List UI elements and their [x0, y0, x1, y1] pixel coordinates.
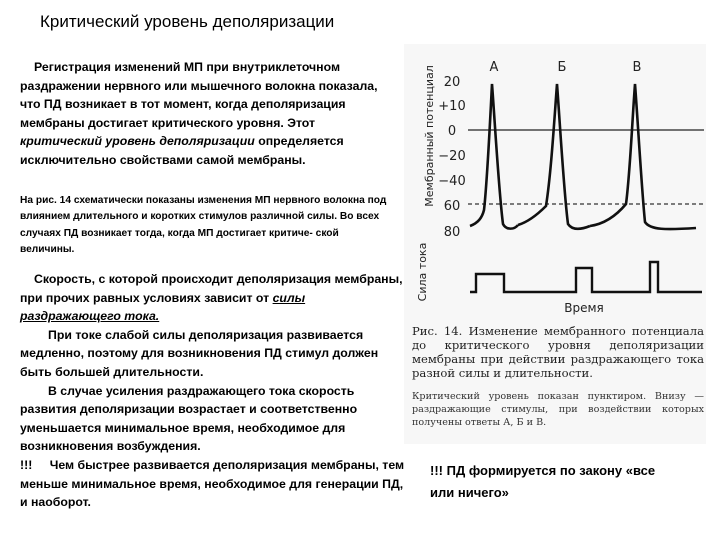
- panel-label-b: Б: [557, 60, 567, 75]
- p1-text-b: определяется исключительно свойствами самой мембраны.: [20, 134, 344, 167]
- paragraph-depolarization-speed: [20, 270, 405, 512]
- page-title: Критический уровень деполяризации: [40, 12, 335, 31]
- p3-text-d: Чем быстрее развивается деполяризация мембраны, тем меньше минимальное время, необходимое для генерации ПД, и наоборот.: [20, 457, 405, 510]
- p3-underlined-term: силы раздражающего тока.: [20, 290, 306, 324]
- membrane-potential-plot: [404, 44, 706, 324]
- figure-caption-note: Критический уровень показан пунктиром. Внизу — раздражающие стимулы, при воздействии которых получены ответы А, Б и В.: [412, 391, 704, 429]
- y-tick-80: 80: [443, 225, 461, 240]
- p3-text-c: В случае усиления раздражающего тока скорость развития деполяризации возрастает и соответственно уменьшается минимальное время, необходимое для возникновения возбуждения.: [20, 383, 358, 454]
- action-potential-c: [590, 84, 696, 229]
- stimulus-axis-label: Сила тока: [416, 242, 429, 302]
- all-or-nothing-note: !!! ПД формируется по закону «все или ничего»: [430, 463, 656, 500]
- y-tick-minus20: −20: [438, 149, 466, 164]
- y-tick-0: 0: [447, 124, 457, 139]
- figure-caption: Рис. 14. Изменение мембранного потенциала до критического уровня деполяризации мембраны при действии раздражающего тока разной силы и длительности.: [412, 324, 704, 380]
- stimulus-trace: [470, 262, 702, 292]
- p1-text-a: Регистрация изменений МП при внутриклеточном раздражении нервного или мышечного волокна показала, что ПД возникает в тот момент, когда деполяризация мембраны достигает критического уровня. Этот: [20, 60, 378, 130]
- paragraph-critical-level: [20, 58, 398, 170]
- x-axis-label: Время: [564, 301, 604, 315]
- p1-italic-term: критический уровень деполяризации: [20, 134, 255, 149]
- y-tick-60: 60: [443, 199, 461, 214]
- p3-text-b: При токе слабой силы деполяризация развивается медленно, поэтому для возникновения ПД стимул должен быть большей длительности.: [20, 327, 379, 379]
- p3-text-a: Скорость, с которой происходит деполяризация мембраны, при прочих равных условиях зависит от: [20, 272, 403, 305]
- action-potential-a: [470, 84, 518, 229]
- y-tick-20: 20: [443, 75, 461, 90]
- p3-prefix: !!!: [20, 457, 33, 472]
- paragraph-figure-reference: На рис. 14 схематически показаны изменения МП нервного волокна под влиянием длительного и коротких стимулов различной силы. Во всех случаях ПД возникает тогда, когда МП достигает критиче- ской величины.: [20, 195, 387, 256]
- action-potential-b: [518, 84, 590, 229]
- y-axis-label: Мембранный потенциал: [423, 65, 436, 207]
- panel-label-c: В: [632, 60, 642, 75]
- y-tick-plus10: +10: [438, 99, 466, 114]
- panel-label-a: А: [489, 60, 499, 75]
- figure-14: [404, 44, 706, 444]
- y-tick-minus40: −40: [438, 174, 466, 189]
